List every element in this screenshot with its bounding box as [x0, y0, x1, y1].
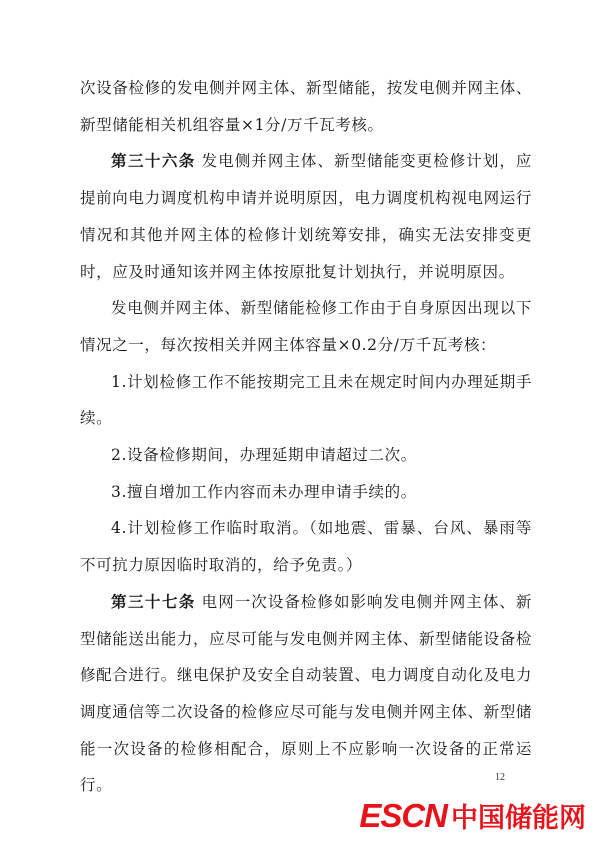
paragraph-text: 发电侧并网主体、新型储能变更检修计划，应提前向电力调度机构申请并说明原因，电力调度机构视电网运行情况和其他并网主体的检修计划统筹安排，确实无法安排变更时，应及时通知该并网主体按原批复计划执行，并说明原因。	[80, 152, 532, 281]
list-item-text: 2.设备检修期间，办理延期申请超过二次。	[111, 446, 417, 465]
paragraph-text: 次设备检修的发电侧并网主体、新型储能，按发电侧并网主体、新型储能相关机组容量×1分/万千瓦考核。	[80, 79, 532, 134]
list-item-text: 3.擅自增加工作内容而未办理申请手续的。	[111, 482, 417, 501]
paragraph-article-36	[80, 143, 532, 290]
article-number: 第三十六条	[111, 152, 196, 171]
list-item	[80, 474, 532, 511]
article-number: 第三十七条	[111, 592, 196, 611]
list-item-text: 4.计划检修工作临时取消。（如地震、雷暴、台风、暴雨等不可抗力原因临时取消的，给予免责。）	[80, 519, 532, 575]
list-item-text: 1.计划检修工作不能按期完工且未在规定时间内办理延期手续。	[80, 372, 532, 428]
paragraph-conditions-intro	[80, 290, 532, 363]
paragraph-article-37	[80, 584, 532, 804]
paragraph-text: 电网一次设备检修如影响发电侧并网主体、新型储能送出能力，应尽可能与发电侧并网主体、新型储能设备检修配合进行。继电保护及安全自动装置、电力调度自动化及电力调度通信等二次设备的检修应尽可能与发电侧并网主体、新型储能一次设备的检修相配合，原则上不应影响一次设备的正常运行。	[80, 592, 532, 795]
list-item	[80, 364, 532, 437]
document-body	[80, 70, 532, 804]
watermark-logo	[359, 796, 586, 835]
page-number: 12	[495, 772, 505, 783]
list-item	[80, 510, 532, 583]
paragraph-continuation	[80, 70, 532, 143]
watermark-cjk-text: 中国储能网	[451, 803, 586, 834]
paragraph-text: 发电侧并网主体、新型储能检修工作由于自身原因出现以下情况之一，每次按相关并网主体容量×0.2分/万千瓦考核：	[80, 299, 532, 354]
watermark-latin-text: ESCN	[359, 796, 447, 834]
list-item	[80, 437, 532, 474]
